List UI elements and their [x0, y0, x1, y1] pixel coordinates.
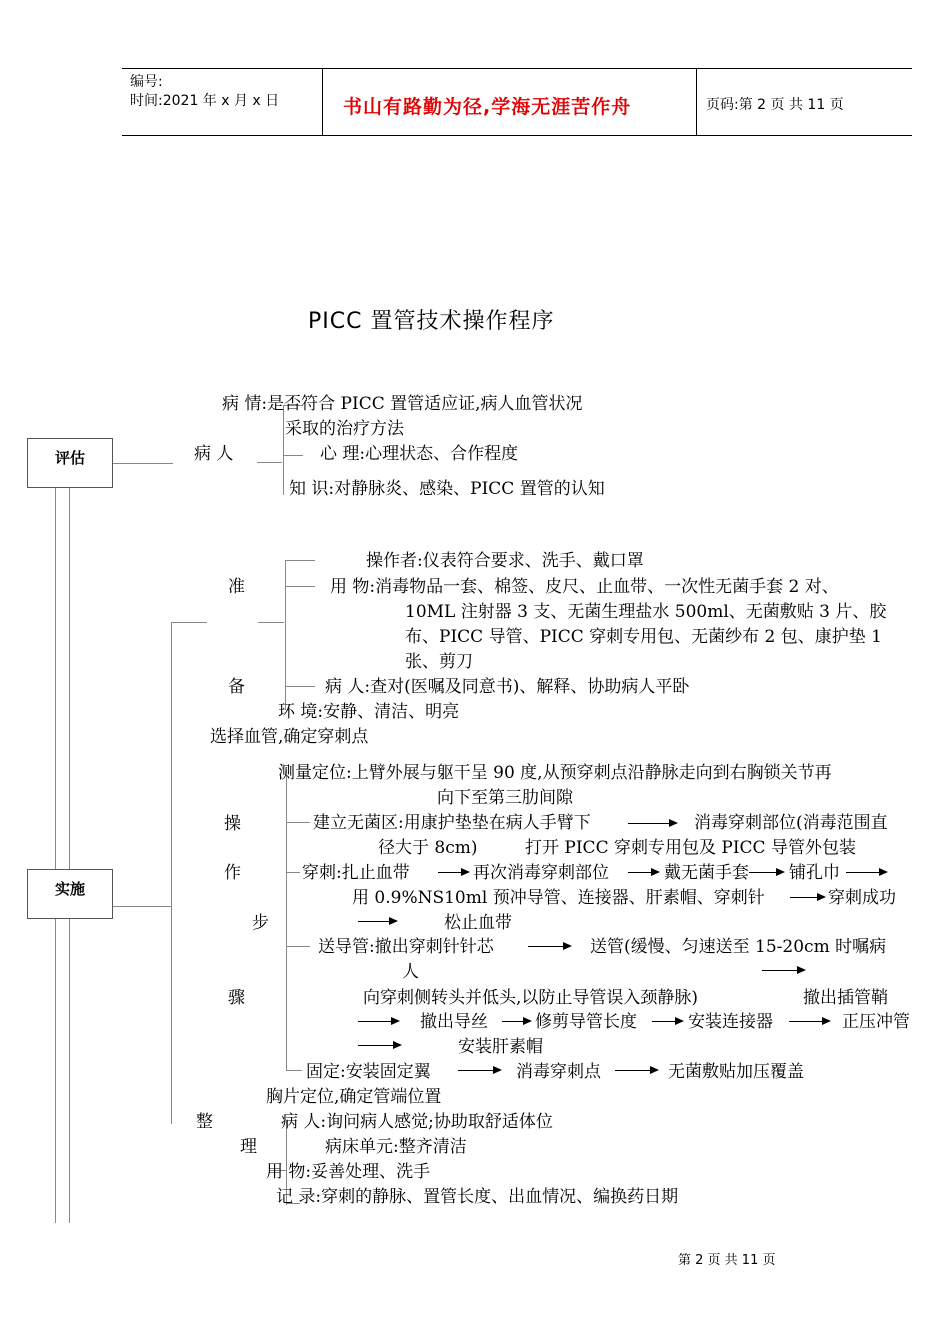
- assess-tick-2: [283, 455, 303, 456]
- prep-tick-1: [285, 560, 315, 561]
- header-number-label: 编号:: [130, 74, 163, 90]
- step-sterile-a: 建立无菌区:用康护垫垫在病人手臂下: [313, 813, 591, 833]
- step-puncture-b: 再次消毒穿刺部位: [473, 863, 609, 883]
- implement-box: 实施: [27, 869, 113, 919]
- step-insert-f: 撤出导丝: [420, 1012, 488, 1032]
- header-bottom-rule: [122, 135, 912, 136]
- prep-patient: 病 人:查对(医嘱及同意书)、解释、协助病人平卧: [325, 677, 690, 697]
- implement-connector: [113, 906, 171, 907]
- tidy-unit: 病床单元:整齐清洁: [325, 1137, 467, 1157]
- prep-char-2: 备: [228, 677, 245, 697]
- tidy-char-2: 理: [240, 1137, 257, 1157]
- step-puncture-c: 戴无菌手套: [664, 863, 749, 883]
- assess-condition-cont: 采取的治疗方法: [285, 419, 404, 439]
- step-sterile-b: 消毒穿刺部位(消毒范围直: [694, 813, 888, 833]
- arrow-puncture-6: [358, 921, 396, 922]
- step-insert-i: 正压冲管: [842, 1012, 910, 1032]
- prep-items-line-1: 用 物:消毒物品一套、棉签、皮尺、止血带、一次性无菌手套 2 对、: [330, 577, 839, 597]
- assess-box: 评估: [27, 438, 113, 488]
- assess-patient-label: 病 人: [194, 444, 234, 464]
- step-insert-j: 安装肝素帽: [458, 1037, 543, 1057]
- arrow-insert-2: [762, 970, 804, 971]
- prep-bracket: [285, 560, 286, 710]
- step-fix-c: 无菌敷贴加压覆盖: [668, 1062, 804, 1082]
- steps-char-3: 步: [252, 913, 269, 933]
- steps-tick-3: [286, 946, 310, 947]
- step-sterile-d: 打开 PICC 穿刺专用包及 PICC 导管外包装: [525, 838, 856, 858]
- prep-connector: [171, 622, 207, 623]
- arrow-puncture-1: [438, 872, 468, 873]
- step-fix-a: 固定:安装固定翼: [306, 1062, 431, 1082]
- step-insert-h: 安装连接器: [688, 1012, 773, 1032]
- header-divider-1: [322, 68, 323, 136]
- header-page-label: 页码:第 2 页 共 11 页: [706, 97, 844, 113]
- header-divider-2: [696, 68, 697, 136]
- steps-char-4: 骤: [228, 988, 245, 1008]
- prep-items-line-2: 10ML 注射器 3 支、无菌生理盐水 500ml、无菌敷贴 3 片、胶: [405, 602, 887, 622]
- prep-char-1: 准: [228, 577, 245, 597]
- arrow-fix-1: [458, 1070, 500, 1071]
- trunk-line-left: [55, 488, 56, 1223]
- steps-tick-4: [286, 1070, 302, 1071]
- steps-bracket: [286, 770, 287, 1070]
- arrow-sterile-1: [628, 823, 676, 824]
- tidy-items: 用 物:妥善处理、洗手: [266, 1162, 431, 1182]
- step-insert-a: 送导管:撤出穿刺针针芯: [318, 937, 494, 957]
- arrow-insert-1: [528, 946, 570, 947]
- tidy-record: 记 录:穿刺的静脉、置管长度、出血情况、编换药日期: [276, 1187, 679, 1207]
- arrow-puncture-5: [790, 897, 824, 898]
- header-motto: 书山有路勤为径,学海无涯苦作舟: [343, 96, 632, 118]
- step-puncture-d: 铺孔巾: [789, 863, 840, 883]
- step-insert-b: 送管(缓慢、匀速送至 15-20cm 时嘱病: [590, 937, 887, 957]
- step-xray: 胸片定位,确定管端位置: [266, 1087, 442, 1107]
- steps-char-1: 操: [224, 814, 241, 834]
- assess-psych: 心 理:心理状态、合作程度: [320, 444, 519, 464]
- step-insert-d: 向穿刺侧转头并低头,以防止导管误入颈静脉): [363, 988, 699, 1008]
- assess-bracket: [283, 405, 284, 495]
- prep-items-line-3: 布、PICC 导管、PICC 穿刺专用包、无菌纱布 2 包、康护垫 1: [405, 627, 882, 647]
- assess-condition: 病 情:是否符合 PICC 置管适应证,病人血管状况: [222, 394, 583, 414]
- assess-connector: [113, 463, 173, 464]
- step-puncture-f: 穿刺成功: [828, 888, 896, 908]
- prep-tick-3: [285, 686, 315, 687]
- tidy-char-1: 整: [196, 1112, 213, 1132]
- arrow-puncture-2: [628, 872, 658, 873]
- arrow-insert-4: [502, 1021, 530, 1022]
- tidy-patient: 病 人:询问病人感觉;协助取舒适体位: [281, 1112, 553, 1132]
- prep-operator: 操作者:仪表符合要求、洗手、戴口罩: [366, 551, 644, 571]
- header-time-label: 时间:2021 年 x 月 x 日: [130, 93, 280, 109]
- vessel-selection: 选择血管,确定穿刺点: [210, 727, 369, 747]
- arrow-insert-7: [358, 1045, 400, 1046]
- step-sterile-c: 径大于 8cm): [378, 838, 478, 858]
- assess-knowledge: 知 识:对静脉炎、感染、PICC 置管的认知: [289, 479, 605, 499]
- step-measure-line-2: 向下至第三肋间隙: [437, 788, 573, 808]
- prep-tick-2: [285, 586, 315, 587]
- arrow-insert-3: [358, 1021, 398, 1022]
- step-insert-c: 人: [402, 962, 419, 982]
- page-title: PICC 置管技术操作程序: [308, 309, 555, 334]
- arrow-puncture-4: [846, 872, 886, 873]
- arrow-fix-2: [615, 1070, 657, 1071]
- arrow-insert-6: [789, 1021, 829, 1022]
- arrow-puncture-3: [749, 872, 783, 873]
- header-top-rule: [122, 68, 912, 69]
- step-puncture-e: 用 0.9%NS10ml 预冲导管、连接器、肝素帽、穿刺针: [352, 888, 765, 908]
- step-puncture-a: 穿刺:扎止血带: [302, 863, 410, 883]
- step-measure-line-1: 测量定位:上臂外展与躯干呈 90 度,从预穿刺点沿静脉走向到右胸锁关节再: [278, 763, 832, 783]
- assess-patient-connector: [257, 462, 282, 463]
- step-puncture-g: 松止血带: [444, 913, 512, 933]
- prep-environment: 环 境:安静、清洁、明亮: [278, 702, 460, 722]
- steps-tick-2: [286, 872, 300, 873]
- step-insert-g: 修剪导管长度: [535, 1012, 637, 1032]
- arrow-insert-5: [652, 1021, 682, 1022]
- step-fix-b: 消毒穿刺点: [516, 1062, 601, 1082]
- implement-trunk: [171, 622, 172, 1124]
- prep-items-line-4: 张、剪刀: [405, 652, 473, 672]
- steps-tick-1: [286, 822, 310, 823]
- page-footer: 第 2 页 共 11 页: [678, 1253, 776, 1268]
- step-insert-e: 撤出插管鞘: [803, 988, 888, 1008]
- trunk-line-right: [69, 488, 70, 1223]
- prep-bracket-connector: [258, 622, 284, 623]
- steps-char-2: 作: [224, 863, 241, 883]
